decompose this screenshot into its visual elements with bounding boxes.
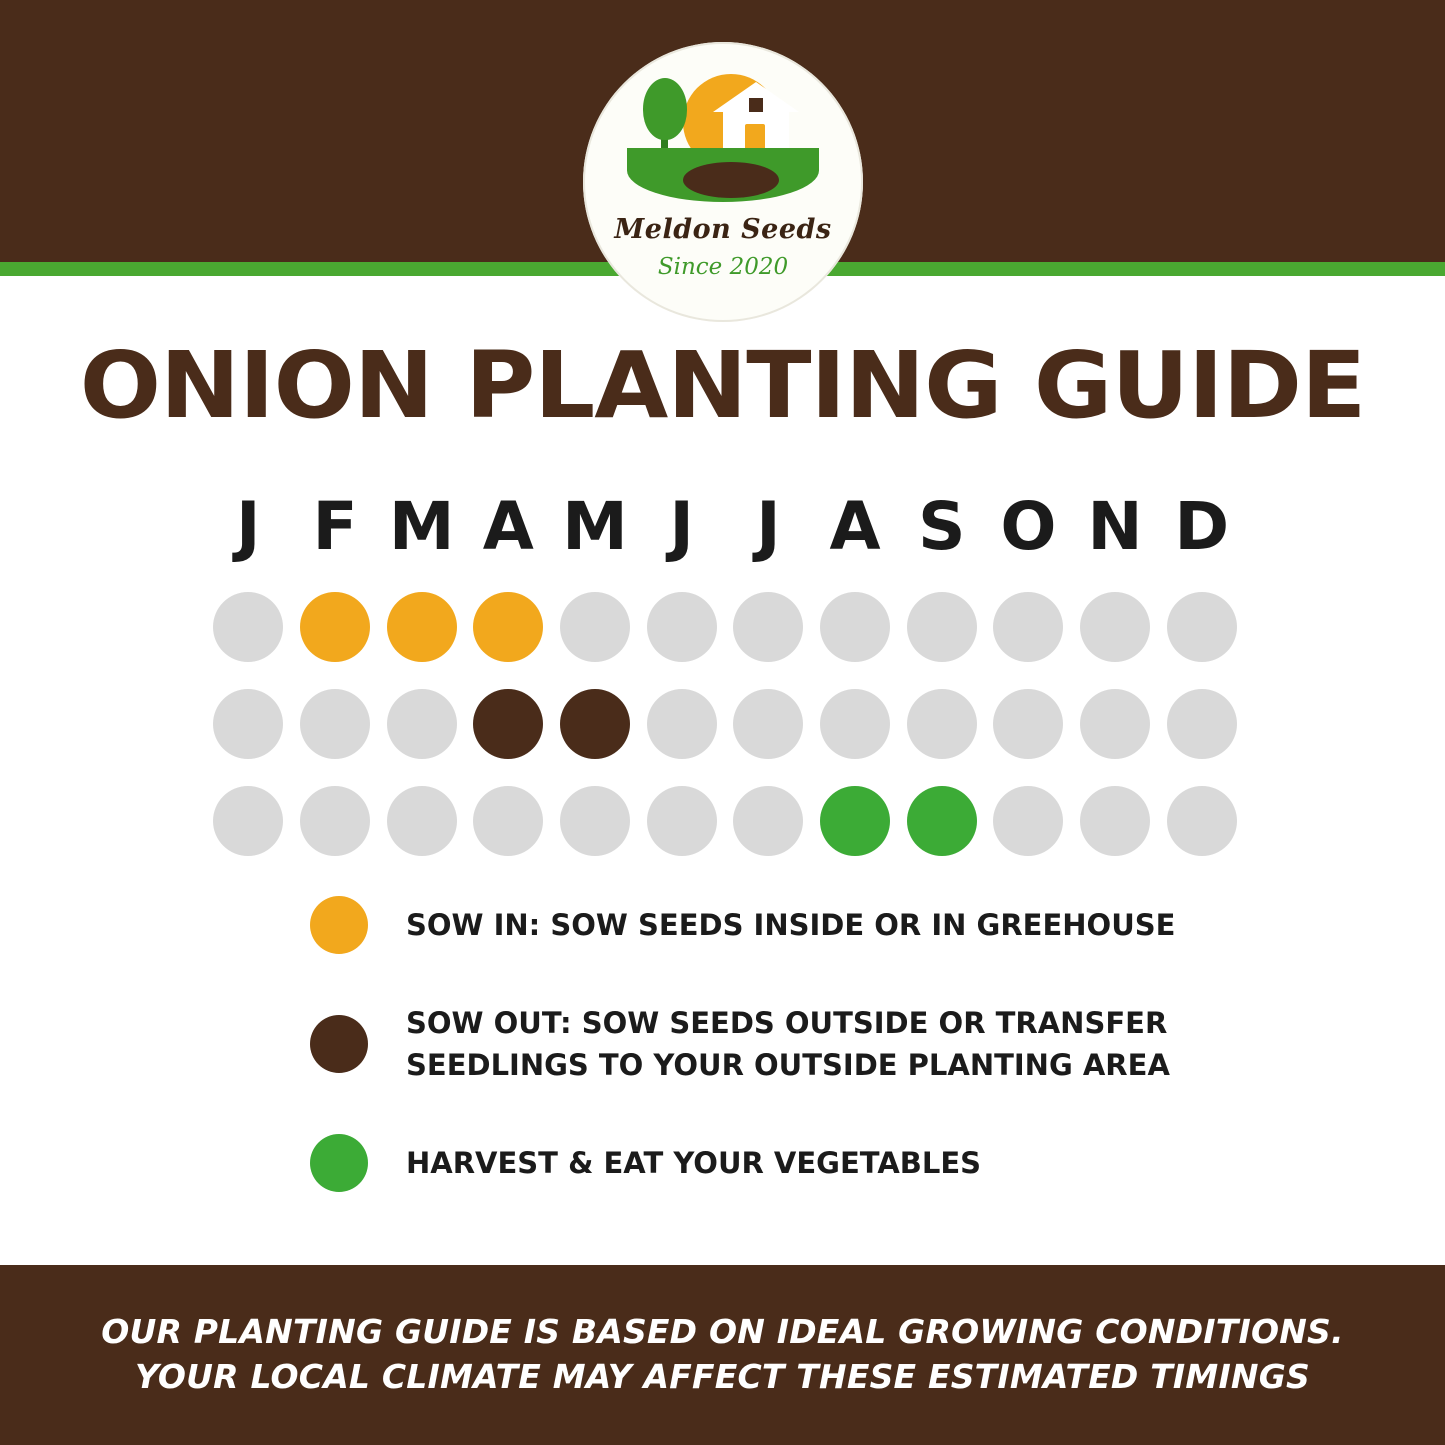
inactive-dot-J <box>213 786 283 856</box>
footer-disclaimer <box>0 1265 1445 1445</box>
inactive-dot-D <box>1167 786 1237 856</box>
active-dot-A <box>820 786 890 856</box>
inactive-dot-J <box>647 592 717 662</box>
inactive-dot-O <box>993 786 1063 856</box>
calendar-cell <box>205 786 292 856</box>
inactive-dot-S <box>907 689 977 759</box>
calendar-cell <box>985 786 1072 856</box>
planting-calendar-grid <box>205 592 1245 883</box>
calendar-cell <box>1158 786 1245 856</box>
footer-line-1: OUR PLANTING GUIDE IS BASED ON IDEAL GROWING CONDITIONS. <box>101 1312 1344 1352</box>
active-dot-M <box>560 689 630 759</box>
calendar-cell <box>292 592 379 662</box>
inactive-dot-A <box>820 689 890 759</box>
calendar-cell <box>292 786 379 856</box>
inactive-dot-J <box>733 592 803 662</box>
calendar-cell <box>465 689 552 759</box>
brand-name: Meldon Seeds <box>614 214 832 245</box>
calendar-row-sow-in <box>205 592 1245 662</box>
month-header-row <box>205 488 1245 565</box>
inactive-dot-M <box>560 592 630 662</box>
month-label: D <box>1174 488 1230 565</box>
inactive-dot-N <box>1080 689 1150 759</box>
inactive-dot-J <box>213 689 283 759</box>
tree-foliage-icon <box>643 78 687 140</box>
calendar-cell <box>292 689 379 759</box>
inactive-dot-N <box>1080 786 1150 856</box>
inactive-dot-M <box>560 786 630 856</box>
inactive-dot-A <box>473 786 543 856</box>
inactive-dot-D <box>1167 689 1237 759</box>
sow-in-swatch <box>310 896 368 954</box>
calendar-cell <box>725 592 812 662</box>
calendar-cell <box>985 592 1072 662</box>
calendar-cell <box>1072 786 1159 856</box>
legend-label: SOW IN: SOW SEEDS INSIDE OR IN GREEHOUSE <box>406 907 1176 942</box>
inactive-dot-F <box>300 786 370 856</box>
calendar-cell <box>1072 689 1159 759</box>
calendar-cell <box>378 689 465 759</box>
active-dot-F <box>300 592 370 662</box>
calendar-cell <box>465 592 552 662</box>
inactive-dot-O <box>993 689 1063 759</box>
legend-item-harvest <box>310 1134 1190 1192</box>
soil-mound-icon <box>683 162 779 198</box>
calendar-cell <box>638 689 725 759</box>
calendar-cell <box>1072 592 1159 662</box>
sow-out-swatch <box>310 1015 368 1073</box>
active-dot-A <box>473 689 543 759</box>
brand-since: Since 2020 <box>657 254 789 280</box>
inactive-dot-J <box>647 786 717 856</box>
month-label: A <box>482 488 534 565</box>
inactive-dot-F <box>300 689 370 759</box>
calendar-cell <box>205 592 292 662</box>
inactive-dot-O <box>993 592 1063 662</box>
calendar-cell <box>552 592 639 662</box>
legend <box>310 896 1190 1240</box>
calendar-cell <box>898 689 985 759</box>
calendar-cell <box>638 592 725 662</box>
calendar-cell <box>552 689 639 759</box>
calendar-cell <box>898 592 985 662</box>
active-dot-M <box>387 592 457 662</box>
month-label: N <box>1087 488 1143 565</box>
legend-item-sow-in <box>310 896 1190 954</box>
calendar-cell <box>812 689 899 759</box>
month-label: S <box>917 488 966 565</box>
inactive-dot-J <box>733 786 803 856</box>
house-window-icon <box>749 98 763 112</box>
inactive-dot-J <box>733 689 803 759</box>
legend-item-sow-out <box>310 1002 1190 1086</box>
calendar-cell <box>552 786 639 856</box>
calendar-cell <box>812 786 899 856</box>
month-label: O <box>1000 488 1057 565</box>
month-label: F <box>312 488 358 565</box>
calendar-row-sow-out <box>205 689 1245 759</box>
brand-logo-badge <box>583 42 863 322</box>
calendar-cell <box>205 689 292 759</box>
page-title: ONION PLANTING GUIDE <box>79 332 1366 439</box>
inactive-dot-J <box>647 689 717 759</box>
harvest-swatch <box>310 1134 368 1192</box>
month-label: M <box>562 488 628 565</box>
calendar-cell <box>1158 689 1245 759</box>
footer-line-2: YOUR LOCAL CLIMATE MAY AFFECT THESE ESTIMATED TIMINGS <box>135 1357 1310 1396</box>
calendar-cell <box>898 786 985 856</box>
calendar-cell <box>1158 592 1245 662</box>
calendar-cell <box>638 786 725 856</box>
calendar-row-harvest <box>205 786 1245 856</box>
inactive-dot-A <box>820 592 890 662</box>
farm-house-sun-tree-icon <box>627 70 819 202</box>
legend-label: SOW OUT: SOW SEEDS OUTSIDE OR TRANSFER SEEDLINGS TO YOUR OUTSIDE PLANTING AREA <box>406 1006 1170 1083</box>
active-dot-S <box>907 786 977 856</box>
calendar-cell <box>725 689 812 759</box>
month-label: J <box>669 488 694 565</box>
month-label: A <box>829 488 881 565</box>
inactive-dot-N <box>1080 592 1150 662</box>
calendar-cell <box>985 689 1072 759</box>
calendar-cell <box>725 786 812 856</box>
inactive-dot-J <box>213 592 283 662</box>
calendar-cell <box>378 786 465 856</box>
active-dot-A <box>473 592 543 662</box>
inactive-dot-S <box>907 592 977 662</box>
calendar-cell <box>812 592 899 662</box>
legend-label: HARVEST & EAT YOUR VEGETABLES <box>406 1146 982 1181</box>
inactive-dot-M <box>387 689 457 759</box>
month-label: J <box>236 488 261 565</box>
month-label: J <box>756 488 781 565</box>
calendar-cell <box>465 786 552 856</box>
calendar-cell <box>378 592 465 662</box>
month-label: M <box>388 488 455 565</box>
inactive-dot-D <box>1167 592 1237 662</box>
inactive-dot-M <box>387 786 457 856</box>
